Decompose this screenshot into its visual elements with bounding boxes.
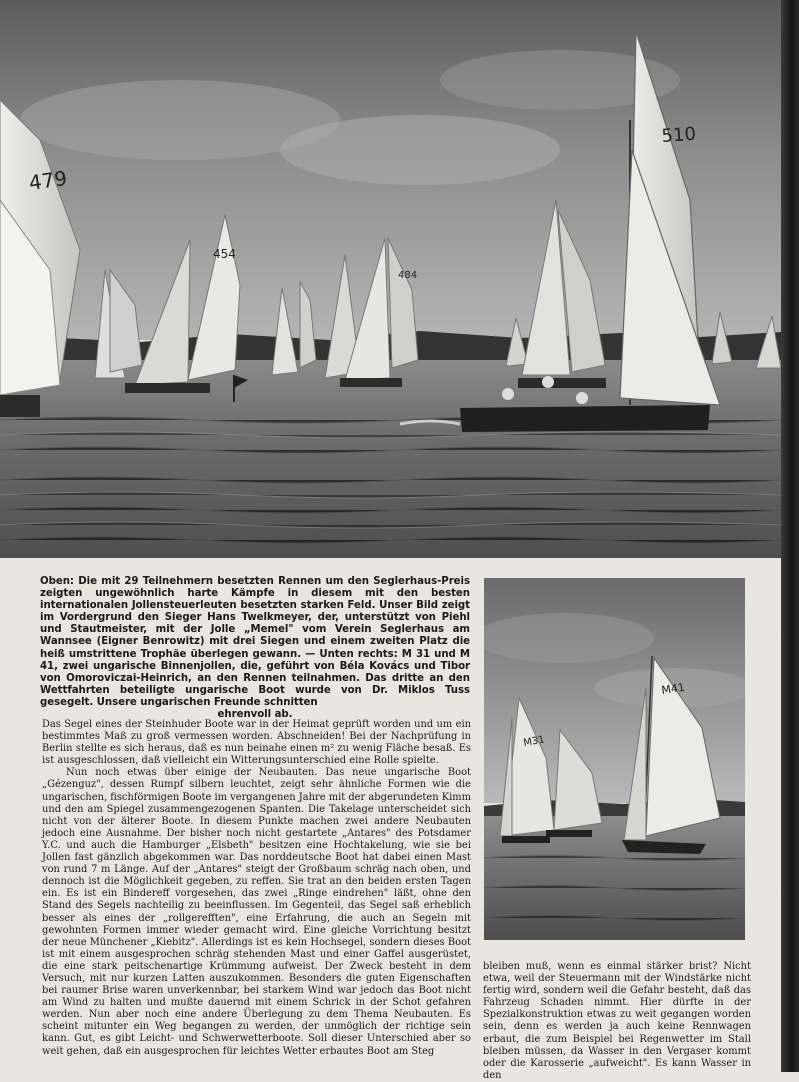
sail-number-479: 479	[27, 165, 69, 195]
article-column-left	[42, 719, 471, 1058]
sail-number-484: 484	[398, 270, 418, 281]
page-edge-shadow	[781, 0, 799, 1072]
paragraph: Das Segel eines der Steinhuder Boote war in der Heimat geprüft worden und um ein bestimmtes Maß zu groß vermessen worden. Abschneiden! Bei der Nachprüfung in Berlin stellte es sich heraus, daß es nun beinahe einen m² zu wenig Fläche besaß. Es ist ausgeschlossen, daß vielleicht ein Witterungsunterschied eine Rolle spielte.	[42, 719, 471, 767]
sail-number-m41: M41	[660, 680, 686, 697]
paragraph: Nun noch etwas über einige der Neubauten. Das neue ungarische Boot „Gézenguz", dessen Rumpf silbern leuchtet, zeigt sehr ähnliche Formen wie die ungarischen, fischförmigen Boote im vergangenen Jahre mit der abgerundeten Kimm und den am Spiegel zusammengezogenen Spanten. Die Takelage unterscheidet sich nicht von der älterer Boote. In diesem Punkte machen zwei andere Neubauten jedoch eine Ausnahme. Der bisher noch nicht gestartete „Antares" des Potsdamer Y.C. und auch die Hamburger „Elsbeth" besitzen eine Hochtakelung, wie sie bei Jollen fast gänzlich abgekommen war. Das norddeutsche Boot hat dabei einen Mast von rund 7 m Länge. Auf der „Antares" steigt der Großbaum schräg nach oben, und dennoch ist die Möglichkeit gegeben, zu reffen. Sie trat an den beiden ersten Tagen ein. Es ist ein Bindereff vorgesehen, das zwei „Ringe eindrehen" läßt, ohne den Stand des Segels nachteilig zu beeinflussen. Im Gegenteil, das Segel saß erheblich besser als eines der „rollgerefften", eine Erfahrung, die auch an Segeln mit gewohnten Formen immer wieder gemacht wird. Eine gleiche Vorrichtung besitzt der neue Münchener „Kiebitz". Allerdings ist es kein Hochsegel, sondern dieses Boot ist mit einem ausgesprochen schräg stehenden Mast und einer Gaffel ausgerüstet, die eine stark peitschenartige Krümmung aufweist. Der Zweck besteht in dem Versuch, mit nur kurzen Latten auszukommen. Besonders die guten Eigenschaften bei raumer Brise waren unverkennbar, bei starkem Wind war jedoch das Boot nicht am Wind zu halten und mußte dauernd mit einem Schrick in der Schot gefahren werden. Nun aber noch eine andere Überlegung zu dem Thema Neubauten. Es scheint mitunter ein Weg begangen zu werden, der unmöglich der richtige sein kann. Gut, es gibt Leicht- und Schwerwetterboote. Soll dieser Unterschied aber so weit gehen, daß ein ausgesprochen für leichtes Wetter erbautes Boot am Steg	[42, 767, 471, 1057]
caption-text: Oben: Die mit 29 Teilnehmern besetzten Rennen um den Seglerhaus-Preis zeigten ungewöhnlich harte Kämpfe in diesem mit den besten internationalen Jollensteuerleuten besetzten starken Feld. Unser Bild zeigt im Vordergrund den Sieger Hans Twelkmeyer, der, unterstützt von Piehl und Stautmeister, mit der Jolle „Memel" vom Verein Seglerhaus am Wannsee (Eigner Benrowitz) mit drei Siegen und einem zweiten Platz die heiß umstrittene Trophäe überlegen gewann. — Unten rechts: M 31 und M 41, zwei ungarische Binnenjollen, die, geführt von Béla Kovács und Tibor von Omoroviczai-Heinrich, an den Rennen teilnahmen. Das dritte an den Wettfahrten beteiligte ungarische Boot wurde von Dr. Miklos Tuss gesegelt. Unsere ungarischen Freunde schnitten	[40, 576, 470, 708]
paragraph: bleiben muß, wenn es einmal stärker brist? Nicht etwa, weil der Steuermann mit der Windstärke nicht fertig wird, sondern weil die Gefahr besteht, daß das Fahrzeug Schaden nimmt. Hier dürfte in der Spezialkonstruktion etwas zu weit gegangen worden sein, denn es werden ja auch keine Rennwagen erbaut, die zum Beispiel bei Regenwetter im Stall bleiben müssen, da Wasser in den Vergaser kommt oder die Karosserie „aufweicht". Es kann Wasser in den	[483, 961, 751, 1081]
photo-caption	[40, 576, 470, 721]
caption-last-line: ehrenvoll ab.	[217, 709, 293, 721]
sail-number-m31: M31	[522, 734, 546, 749]
sail-number-454: 454	[213, 247, 236, 261]
side-photo-hungarian-dinghies	[484, 578, 745, 940]
sail-number-510: 510	[660, 123, 697, 147]
article-column-right	[483, 961, 751, 1082]
